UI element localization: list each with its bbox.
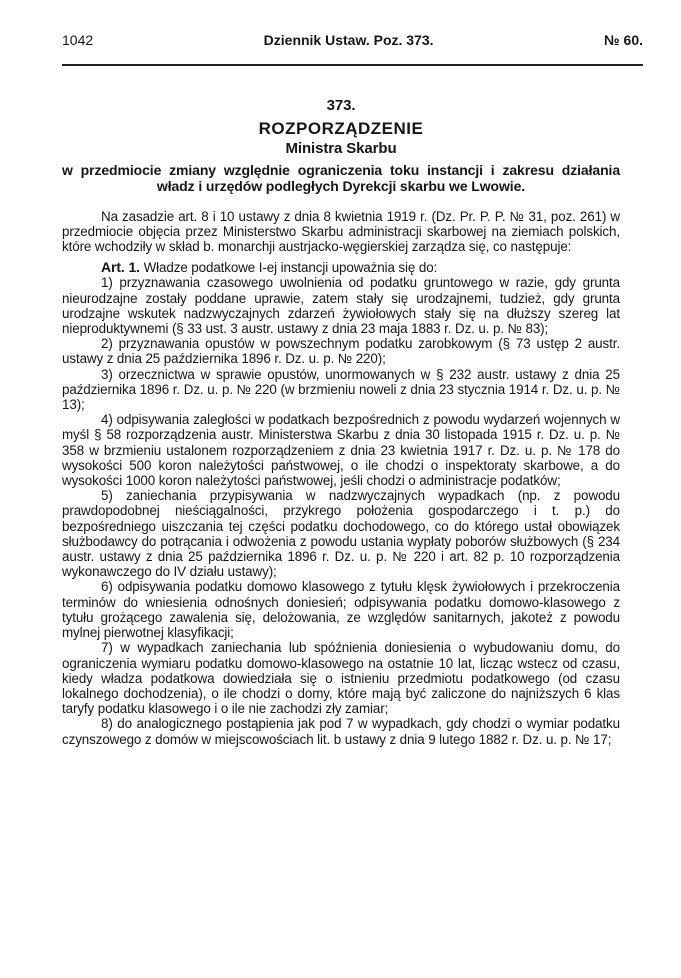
article-text: Władze podatkowe I-ej instancji upoważnia się do: xyxy=(143,260,438,276)
item-number: 373. xyxy=(326,97,356,114)
list-item: 8) do analogicznego postąpienia jak pod 7 w wypadkach, gdy chodzi o wymiar podatku czynszowego z domów w miejscowościach lit. b ustawy z dnia 9 lutego 1882 r. Dz. u. p. № 17; xyxy=(62,716,620,747)
page-number: 1042 xyxy=(62,32,94,48)
intro-paragraph: Na zasadzie art. 8 i 10 ustawy z dnia 8 kwietnia 1919 r. (Dz. Pr. P. P. № 31, poz. 261) w przedmiocie objęcia przez Ministerstwo Skarbu administracji skarbowej na ziemiach polskich, które wchodziły w skład b. monarchji austrjacko-węgierskiej zarządza się, co następuje: xyxy=(62,208,620,255)
list-item: 7) w wypadkach zaniechania lub spóźnienia doniesienia o wybudowaniu domu, do ograniczenia wymiaru podatku domowo-klasowego na ostatnie 10 lat, licząc wstecz od czasu, kiedy władza podatkowa dowiedziała się o istnieniu przedmiotu podatkowego (od czasu lokalnego dochodzenia), o ile chodzi o domy, które mają być zaliczone do najniższych 6 klas taryfy podatku klasowego i o ile nie zachodzi zły zamiar; xyxy=(62,640,620,717)
document-subtitle: Ministra Skarbu xyxy=(285,140,397,158)
document-title: ROZPORZĄDZENIE xyxy=(258,119,424,139)
header-rule xyxy=(62,64,643,66)
issue-number: № 60. xyxy=(604,32,643,48)
page-header xyxy=(62,32,643,48)
list-item: 2) przyznawania opustów w powszechnym podatku zarobkowym (§ 73 ustęp 2 austr. ustawy z dnia 25 października 1896 r. Dz. u. p. № 220); xyxy=(62,336,620,367)
list-item: 5) zaniechania przypisywania w nadzwyczajnych wypadkach (np. z powodu prawdopodobnej nieściągalności, przykrego położenia gospodarczego i t. p.) do bezpośredniego uiszczania tej części podatku dochodowego, co do którego ustał obowiązek służbodawcy do potrącania i odwożenia z powodu ustania wypłaty poborów służbowych (§ 234 austr. ustawy z dnia 25 października 1896 r. Dz. u. p. № 220 i art. 82 p. 10 rozporządzenia wykonawczego do IV działu ustawy); xyxy=(62,488,620,580)
list-item: 6) odpisywania podatku domowo klasowego z tytułu klęsk żywiołowych i przekroczenia terminów do wniesienia odnośnych doniesień; odpisywania podatku domowo-klasowego z tytułu grożącego zawalenia się, delożowania, ze względów sanitarnych, jakoteż z powodu mylnej pierwotnej klasyfikacji; xyxy=(62,579,620,641)
list-item: 4) odpisywania zaległości w podatkach bezpośrednich z powodu wydarzeń wojennych w myśl § 58 rozporządzenia austr. Ministerstwa Skarbu z dnia 30 listopada 1915 r. Dz. u. p. № 358 w brzmieniu ustalonem rozporządzeniem z dnia 23 kwietnia 1917 r. Dz. u. p. № 178 do wysokości 500 koron należytości państwowej, o ile chodzi o inspektoraty skarbowe, a do wysokości 1000 koron należytości państwowej, jeśli chodzi o administracje podatków; xyxy=(62,412,620,489)
list-item: 1) przyznawania czasowego uwolnienia od podatku gruntowego w razie, gdy grunta nieurodzajne zostały poddane uprawie, zatem stały się urodzajnemi, tudzież, gdy grunta urodzajne wskutek nadzwyczajnych zdarzeń żywiołowych stały się na dłuższy szereg lat nieproduktywnemi (§ 33 ust. 3 austr. ustawy z dnia 23 maja 1883 r. Dz. u. p. № 83); xyxy=(62,275,620,337)
article-label: Art. 1. xyxy=(101,259,140,276)
document-description: w przedmiocie zmiany względnie ograniczenia toku instancji i zakresu działania władz i urzędów podległych Dyrekcji skarbu we Lwowie. xyxy=(62,161,620,195)
journal-title: Dziennik Ustaw. Poz. 373. xyxy=(263,32,434,48)
document-body xyxy=(62,98,620,747)
list-item: 3) orzecznictwa w sprawie opustów, unormowanych w § 232 austr. ustawy z dnia 25 października 1896 r. Dz. u. p. № 220 (w brzmieniu noweli z dnia 23 stycznia 1914 r. Dz. u. p. № 13); xyxy=(62,366,620,413)
article-1 xyxy=(62,260,620,275)
